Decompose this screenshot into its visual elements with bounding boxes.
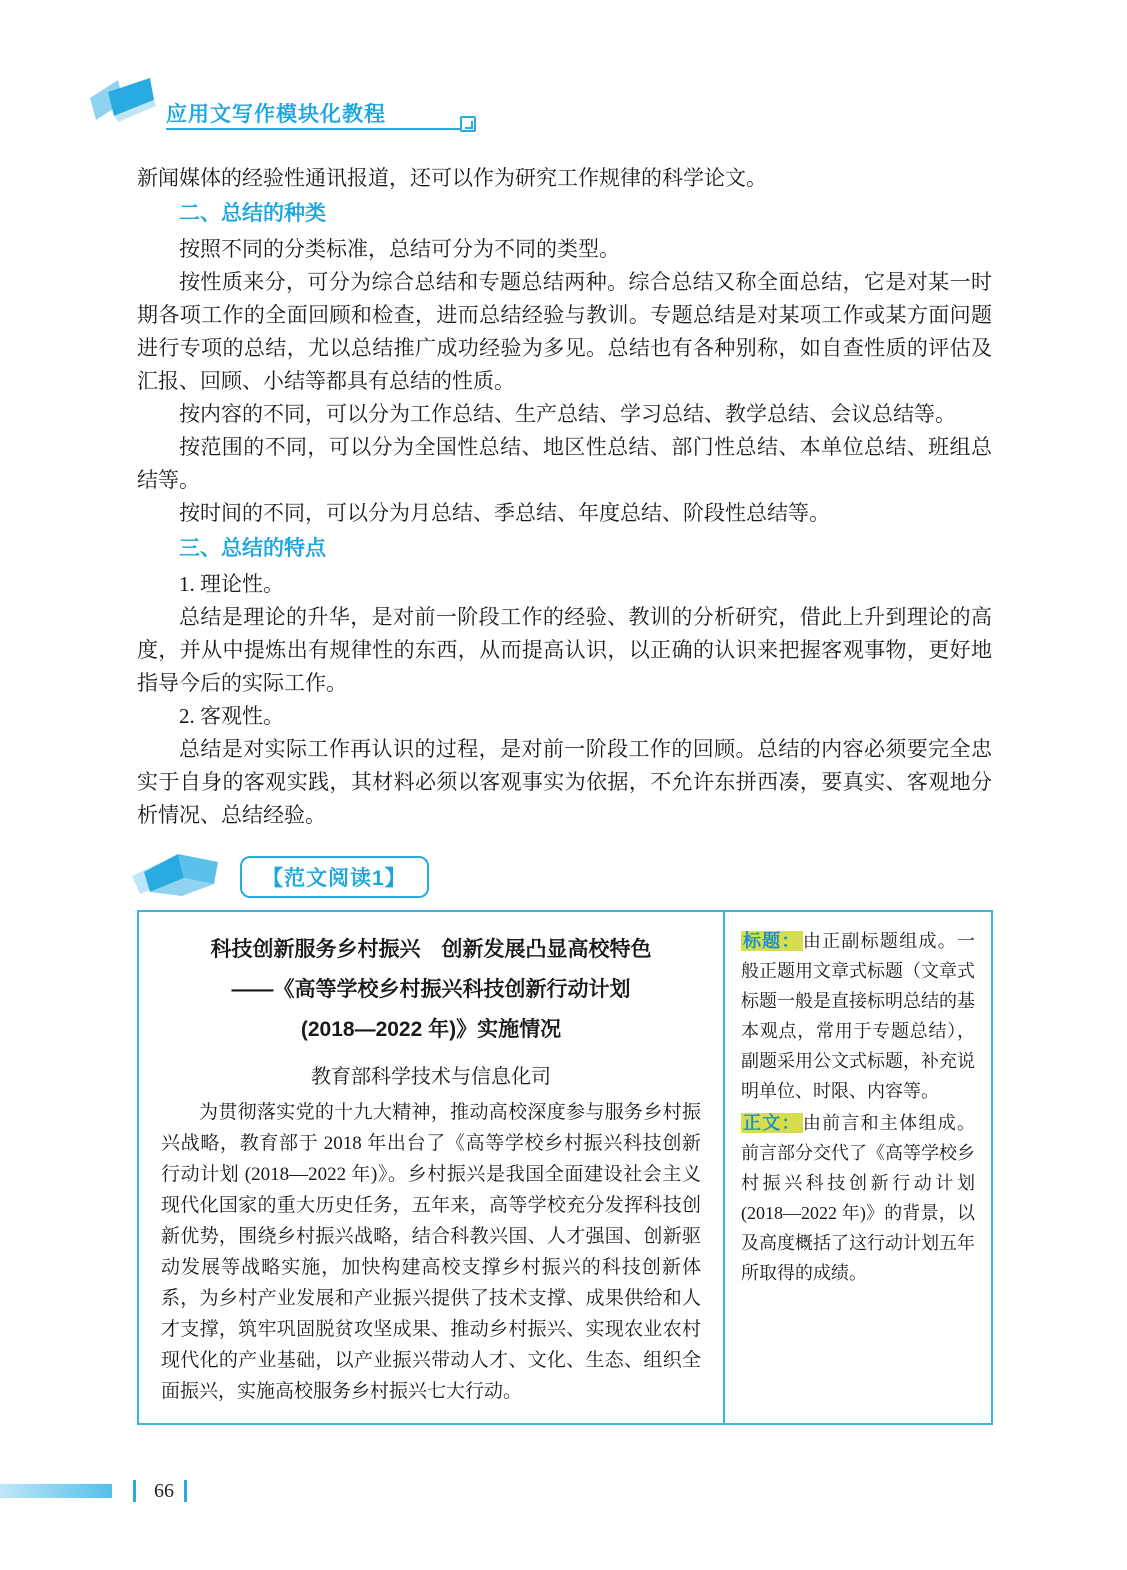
open-book-icon bbox=[130, 852, 226, 901]
sample-reading-header bbox=[130, 852, 429, 901]
annotation-text: 由前言和主体组成。前言部分交代了《高等学校乡村振兴科技创新行动计划 (2018—2022 年)》的背景，以及高度概括了这行动计划五年所取得的成绩。 bbox=[741, 1113, 976, 1283]
footer-tick-left bbox=[133, 1480, 136, 1502]
page-number: 66 bbox=[154, 1480, 174, 1502]
page-footer bbox=[0, 1480, 1127, 1504]
article-title-line3: (2018—2022 年)》实施情况 bbox=[300, 1018, 562, 1041]
book-title: 应用文写作模块化教程 bbox=[166, 103, 386, 126]
paragraph: 按性质来分，可分为综合总结和专题总结两种。综合总结又称全面总结，它是对某一时期各项工作的全面回顾和检查，进而总结经验与教训。专题总结是对某项工作或某方面问题进行专项的总结，尤以总结推广成功经验为多见。总结也有各种别称，如自查性质的评估及汇报、回顾、小结等都具有总结的性质。 bbox=[137, 270, 992, 393]
section-heading-features: 三、总结的特点 bbox=[179, 537, 326, 560]
footer-tick-right bbox=[184, 1480, 187, 1502]
header-divider bbox=[166, 128, 466, 130]
article-body: 为贯彻落实党的十九大精神，推动高校深度参与服务乡村振兴战略，教育部于 2018 年出台了《高等学校乡村振兴科技创新行动计划 (2018—2022 年)》。乡村振兴是我国全面建设社会主义现代化国家的重大历史任务，五年来，高等学校充分发挥科技创新优势，围绕乡村振兴战略，结合科教兴国、人才强国、创新驱动发展等战略实施，加快构建高校支撑乡村振兴的科技创新体系，为乡村产业发展和产业振兴提供了技术支撑、成果供给和人才支撑，筑牢巩固脱贫攻坚成果、推动乡村振兴、实现农业农村现代化的产业基础，以产业振兴带动人才、文化、生态、组织全面振兴，实施高校服务乡村振兴七大行动。 bbox=[161, 1102, 701, 1402]
annotation-body bbox=[741, 1108, 975, 1288]
article-title bbox=[161, 930, 701, 1050]
annotation-label: 正文： bbox=[743, 1113, 801, 1133]
paragraph: 按时间的不同，可以分为月总结、季总结、年度总结、阶段性总结等。 bbox=[179, 501, 830, 525]
paragraph: 按内容的不同，可以分为工作总结、生产总结、学习总结、教学总结、会议总结等。 bbox=[179, 402, 956, 426]
paragraph: 新闻媒体的经验性通讯报道，还可以作为研究工作规律的科学论文。 bbox=[137, 166, 767, 190]
annotation-title bbox=[741, 926, 975, 1106]
paragraph: 总结是对实际工作再认识的过程，是对前一阶段工作的回顾。总结的内容必须要完全忠实于自身的客观实践，其材料必须以客观事实为依据，不允许东拼西凑，要真实、客观地分析情况、总结经验。 bbox=[137, 737, 992, 827]
sample-article-box bbox=[137, 910, 993, 1425]
paragraph: 总结是理论的升华，是对前一阶段工作的经验、教训的分析研究，借此上升到理论的高度，并从中提炼出有规律性的东西，从而提高认识，以正确的认识来把握客观事物，更好地指导今后的实际工作。 bbox=[137, 605, 992, 695]
paragraph: 2. 客观性。 bbox=[179, 704, 284, 728]
pen-icon bbox=[460, 116, 476, 132]
paragraph: 按照不同的分类标准，总结可分为不同的类型。 bbox=[179, 237, 620, 261]
article-title-line1: 科技创新服务乡村振兴 创新发展凸显高校特色 bbox=[210, 938, 652, 961]
book-logo-icon bbox=[88, 76, 158, 131]
annotation-column bbox=[723, 912, 991, 1423]
sample-article bbox=[139, 912, 723, 1423]
section-heading-types: 二、总结的种类 bbox=[179, 202, 326, 225]
paragraph: 按范围的不同，可以分为全国性总结、地区性总结、部门性总结、本单位总结、班组总结等。 bbox=[137, 435, 992, 492]
article-author: 教育部科学技术与信息化司 bbox=[311, 1066, 551, 1088]
main-content bbox=[137, 162, 992, 832]
article-title-line2: ——《高等学校乡村振兴科技创新行动计划 bbox=[231, 978, 631, 1001]
paragraph: 1. 理论性。 bbox=[179, 572, 284, 596]
footer-accent-bar bbox=[0, 1484, 112, 1498]
annotation-text: 由正副标题组成。一般正题用文章式标题（文章式标题一般是直接标明总结的基本观点，常用于专题总结），副题采用公文式标题，补充说明单位、时限、内容等。 bbox=[741, 931, 976, 1101]
annotation-label: 标题： bbox=[743, 931, 801, 951]
sample-reading-badge: 【范文阅读1】 bbox=[240, 856, 429, 898]
page-header bbox=[88, 76, 990, 136]
